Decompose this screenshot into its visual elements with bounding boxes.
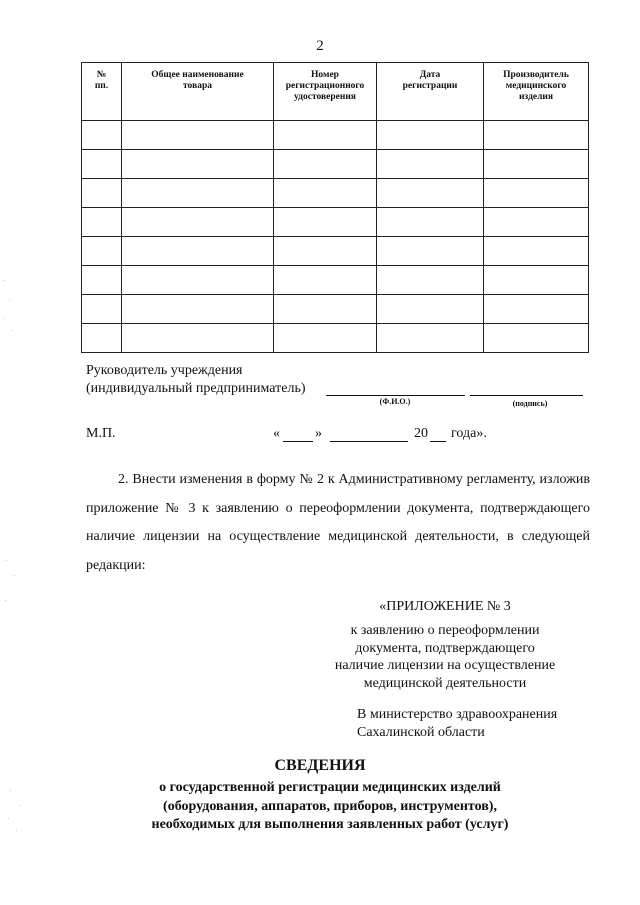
addressee [357, 706, 557, 741]
table-cell [82, 237, 122, 266]
table-cell [377, 121, 484, 150]
table-cell [122, 295, 274, 324]
year-line [430, 441, 446, 442]
table-cell [82, 266, 122, 295]
day-line [283, 441, 313, 442]
table-row [82, 179, 589, 208]
table-row [82, 208, 589, 237]
table-cell [122, 121, 274, 150]
table-cell [122, 237, 274, 266]
table-cell [122, 324, 274, 353]
table-cell [484, 121, 589, 150]
table-cell [274, 266, 377, 295]
table-cell [484, 324, 589, 353]
signature-line-1: Руководитель учреждения [86, 363, 243, 378]
table-cell [377, 208, 484, 237]
table-cell [274, 295, 377, 324]
header-number: № пп. [82, 63, 122, 121]
table-cell [274, 150, 377, 179]
table-cell [274, 179, 377, 208]
table-row [82, 324, 589, 353]
appendix-subtitle-line: медицинской деятельности [363, 675, 527, 691]
table-cell [82, 121, 122, 150]
subheading-line: о государственной регистрации медицинских изделий [159, 780, 501, 795]
signature-line [470, 395, 583, 396]
table-cell [274, 324, 377, 353]
header-product-name: Общее наименование товара [122, 63, 274, 121]
table-cell [274, 208, 377, 237]
table-cell [82, 208, 122, 237]
table-row [82, 150, 589, 179]
signature-label [86, 362, 306, 398]
table-cell [82, 150, 122, 179]
addressee-line: Сахалинской области [357, 724, 485, 740]
table-cell [484, 208, 589, 237]
table-cell [122, 179, 274, 208]
table-row [82, 266, 589, 295]
signature-line-2: (индивидуальный предприниматель) [86, 381, 306, 396]
table-cell [484, 179, 589, 208]
table-cell [274, 237, 377, 266]
table-cell [377, 324, 484, 353]
body-paragraph-text: 2. Внести изменения в форму № 2 к Административному регламенту, изложив приложение № 3 к заявлению о переоформлении документа, подтверждающего наличие лицензии на осуществление медицинской деятельности, в следующей редакции: [86, 472, 590, 573]
table-row [82, 237, 589, 266]
table-cell [377, 179, 484, 208]
fio-line [326, 395, 465, 396]
table-cell [484, 266, 589, 295]
fio-caption: (Ф.И.О.) [379, 397, 411, 406]
table-cell [122, 266, 274, 295]
document-heading: СВЕДЕНИЯ [274, 757, 366, 774]
header-registration-date: Дата регистрации [377, 63, 484, 121]
table-cell [377, 150, 484, 179]
table-row [82, 121, 589, 150]
table-cell [484, 237, 589, 266]
subheading-line: (оборудования, аппаратов, приборов, инструментов), [163, 798, 497, 814]
subheading-line: необходимых для выполнения заявленных работ (услуг) [151, 817, 509, 832]
stamp-label: М.П. [86, 426, 116, 441]
appendix-subtitle [300, 622, 590, 692]
header-certificate-number: Номер регистрационного удостоверения [274, 63, 377, 121]
header-manufacturer: Производитель медицинского изделия [484, 63, 589, 121]
table-cell [274, 121, 377, 150]
year-suffix: года». [451, 426, 487, 441]
table-cell [82, 179, 122, 208]
appendix-title: «ПРИЛОЖЕНИЕ № 3 [379, 599, 511, 614]
table-header-row [82, 63, 589, 121]
page-number: 2 [316, 38, 324, 54]
table-cell [377, 266, 484, 295]
date-close-quote: » [315, 426, 322, 441]
table-cell [484, 150, 589, 179]
table-cell [82, 324, 122, 353]
table-row [82, 295, 589, 324]
signature-caption: (подпись) [512, 399, 548, 408]
registration-table [81, 62, 589, 353]
appendix-subtitle-line: наличие лицензии на осуществление [334, 658, 556, 673]
year-prefix: 20 [414, 426, 428, 441]
appendix-subtitle-line: к заявлению о переоформлении [350, 623, 540, 638]
body-paragraph [86, 466, 590, 580]
table-cell [377, 295, 484, 324]
document-subheading [80, 779, 580, 835]
date-open-quote: « [273, 426, 280, 441]
table-cell [122, 150, 274, 179]
month-line [330, 441, 408, 442]
table-body [82, 121, 589, 353]
appendix-subtitle-line: документа, подтверждающего [355, 640, 535, 656]
table-cell [484, 295, 589, 324]
table-cell [377, 237, 484, 266]
table-cell [122, 208, 274, 237]
table-cell [82, 295, 122, 324]
addressee-line: В министерство здравоохранения [357, 707, 558, 722]
